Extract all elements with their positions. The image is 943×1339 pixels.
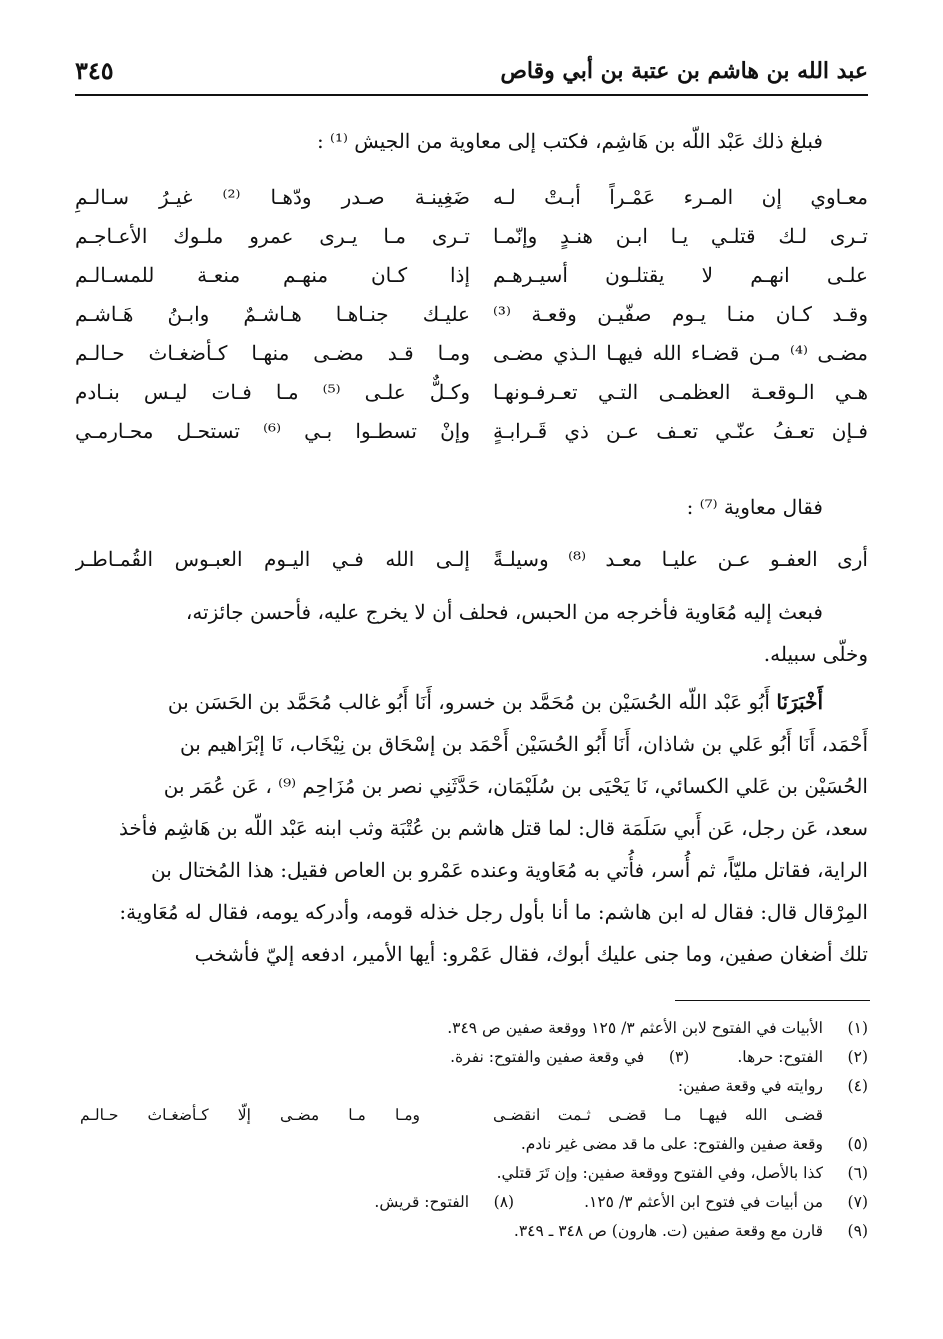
footnote-text: الفتوح: قريش. (374, 1193, 470, 1211)
verse-second-hemistich: ومـا قـد مضـى منهـا كـأضغـاث حـالـم (75, 341, 470, 365)
narrative-paragraph (75, 591, 868, 675)
footnote-separator (675, 1000, 870, 1001)
verse-line (75, 412, 868, 451)
verse-line (75, 540, 868, 579)
verse-first-hemistich: وقـد كـان منـا يـوم صفّيـن وقعـة ⁽³⁾ (493, 302, 868, 326)
footnote-5 (75, 1130, 868, 1159)
page-header (75, 50, 868, 96)
footnote-text: قارن مع وقعة صفين (ت. هارون) ص ٣٤٨ ـ ٣٤٩. (513, 1222, 823, 1240)
verse-second-hemistich: عليـك جنـاهـا هـاشـمٌ وابـنُ هَـاشـم (75, 302, 470, 326)
footnote-text: روايته في وقعة صفين: (677, 1077, 823, 1095)
isnad-line: أَحْمَد، أَنَا أَبُو عَلي بن شاذان، أَنَا أَبُو الحُسَيْن أَحْمَد بن إسْحَاق بن نِيْخَاب، نَا إبْرَاهيم بن (180, 732, 868, 756)
footnote-number: (٨) (493, 1193, 515, 1211)
footnote-number: (٤) (847, 1077, 868, 1095)
verse-second-hemistich: وإنْ تسطـوا بـي ⁽⁶⁾ تستحـل محـارمـي (75, 419, 470, 443)
isnad-line: سعد، عَن رجل، عَن أَبي سَلَمَة قال: لما قتل هاشم بن عُتْبَة وثب ابنه عَبْد اللّه بن هَاشِم فأخذ (118, 816, 868, 840)
intro-line: فبلغ ذلك عَبْد اللّه بن هَاشِم، فكتب إلى معاوية من الجيش ⁽¹⁾ : (316, 129, 823, 153)
isnad-first-line-text: أَبُو عَبْد اللّه الحُسَيْن بن مُحَمَّد بن خسرو، أَنَا أَبُو غالب مُحَمَّد بن الحَسَن بن (167, 690, 777, 714)
footnote-7-8 (75, 1188, 868, 1217)
verse-first-hemistich: علـى انهـم لا يقتلـون أسيـرهـم (493, 263, 868, 287)
footnote-4 (75, 1072, 868, 1101)
footnote-2-3 (75, 1043, 868, 1072)
isnad-lead-word: أَخْبَرَنَا (776, 690, 823, 714)
footnote-text: وقعة صفين والفتوح: على ما قد مضى غير نادم. (520, 1135, 823, 1153)
verse-line (75, 256, 868, 295)
footnote-text: في وقعة صفين والفتوح: نفرة. (450, 1048, 645, 1066)
footnote-number: (٢) (847, 1048, 868, 1066)
footnote-text: كذا بالأصل، وفي الفتوح ووقعة صفين: وإن تَرَ قتلي. (496, 1164, 823, 1182)
isnad-line: الراية، فقاتل مليّاً، ثم أُسر، فأُتي به مُعَاوية وعنده عَمْرو بن العاص فقيل: هذا المُختال بن (151, 858, 868, 882)
poem (75, 178, 868, 451)
verse-first-hemistich: هـي الـوقعـة العظمـى التـي تعـرفـونهـا (493, 380, 868, 404)
footnote-number: (٧) (847, 1193, 868, 1211)
isnad-line: المِرْقال قال: فقال له ابن هاشم: ما أنا بأول رجل خذله قومه، وأدركه يومه، فقال له مُعَاوية: (119, 900, 868, 924)
footnote-text: الأبيات في الفتوح لابن الأعثم ٣/ ١٢٥ ووقعة صفين ص ٣٤٩. (447, 1019, 823, 1037)
verse-first-hemistich: معـاوي إن المـرء عَمْـراً أبـتْ لـه (493, 185, 868, 209)
verse-first-hemistich: تـرى لـك قتلـي يـا ابـن هنـدٍ وإنّمـا (493, 224, 868, 248)
verse-second-hemistich: ضَغِينـة صـدر ودّهـا ⁽²⁾ غيـرُ سـالـمِ (75, 185, 470, 209)
isnad-first-line (75, 681, 868, 723)
verse-second-hemistich: إلـى الله فـي اليـوم العبـوس القُمـاطـر (75, 547, 470, 571)
footnote-text: الفتوح: حرها. (737, 1048, 823, 1066)
page-number: ٣٤٥ (75, 56, 114, 85)
verse-second-hemistich: ومـا مـا مضـى إلّا كـأضغـاث حـالـم (80, 1106, 420, 1124)
reply-intro (75, 486, 868, 528)
verse-first-hemistich: أرى العفـو عـن عليـا معـد ⁽⁸⁾ وسيلـةً (493, 547, 868, 571)
footnote-6 (75, 1159, 868, 1188)
verse-second-hemistich: تـرى مـا يـرى عمرو ملـوك الأعـاجـم (75, 224, 470, 248)
footnote-4-verse (75, 1101, 868, 1130)
verse-line (75, 334, 868, 373)
footnote-1 (75, 1014, 868, 1043)
isnad-line: تلك أضغان صفين، وما جنى عليك أبوك، فقال عَمْرو: أيها الأمير، ادفعه إليّ فأشخب (194, 942, 868, 966)
isnad-line: الحُسَيْن بن عَلي الكسائي، نَا يَحْيَى بن سُلَيْمَان، حَدَّثَنِي نصر بن مُزَاحِم ⁽⁹⁾ ، عَن عُمَر بن (163, 774, 868, 798)
verse-first-hemistich: مضـى ⁽⁴⁾ مـن قضـاء الله فيهـا الـذي مضـى (493, 341, 868, 365)
narrative-line: فبعث إليه مُعَاوية فأخرجه من الحبس، فحلف أن لا يخرج عليه، فأحسن جائزته، (185, 600, 823, 624)
footnote-number: (٩) (847, 1222, 868, 1240)
verse-first-hemistich: قضـى الله فيهـا مـا قضـى ثـمت انقضـى (493, 1106, 823, 1124)
verse-line (75, 373, 868, 412)
footnote-number: (٣) (668, 1048, 690, 1066)
reply-verse (75, 540, 868, 579)
footnote-number: (٦) (847, 1164, 868, 1182)
reply-intro-line: فقال معاوية ⁽⁷⁾ : (686, 495, 823, 519)
running-title: عبد الله بن هاشم بن عتبة بن أبي وقاص (500, 58, 868, 84)
verse-first-hemistich: فـإن تعـفُ عنّـي تعـف عـن ذي قَـرابـةٍ (493, 419, 868, 443)
isnad-paragraph (75, 681, 868, 975)
footnote-number: (٥) (847, 1135, 868, 1153)
verse-second-hemistich: وكـلٌّ علـى ⁽⁵⁾ مـا فـات ليـس بنـادم (75, 380, 470, 404)
footnote-9 (75, 1217, 868, 1246)
footnote-number: (١) (847, 1019, 868, 1037)
verse-line (75, 178, 868, 217)
narrative-line: وخلّى سبيله. (763, 642, 868, 666)
verse-line (75, 295, 868, 334)
intro-paragraph (75, 120, 868, 162)
verse-line (75, 217, 868, 256)
verse-second-hemistich: إذا كـان منهـم منعـة للمسـالـم (75, 263, 470, 287)
footnotes (75, 1014, 868, 1246)
footnote-text: من أبيات في فتوح ابن الأعثم ٣/ ١٢٥. (584, 1193, 823, 1211)
